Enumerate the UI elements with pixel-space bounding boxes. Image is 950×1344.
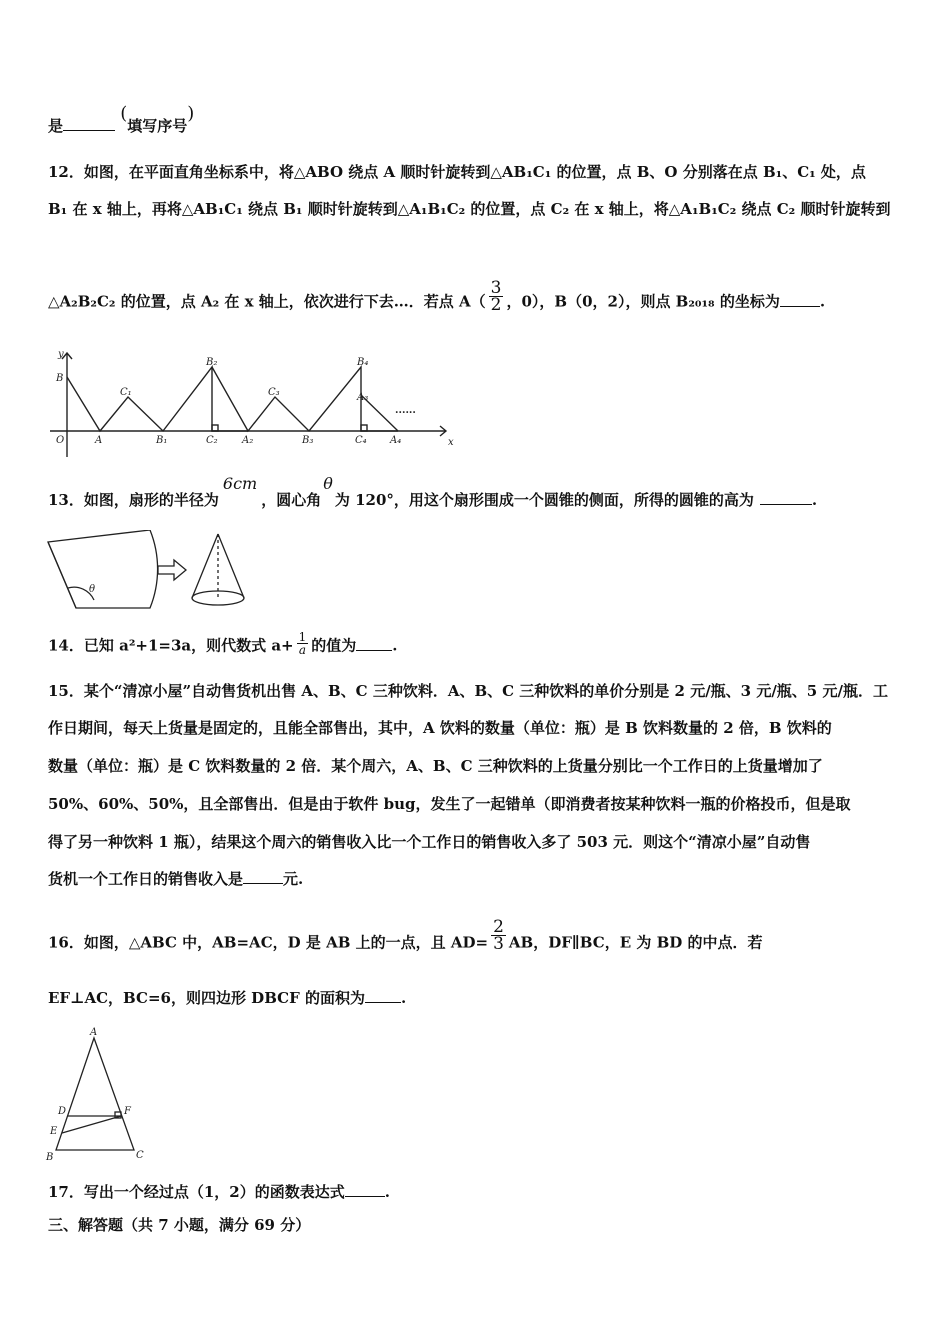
paren-open: ( [120, 103, 128, 124]
arrow-icon [158, 560, 186, 580]
cone-side-left [192, 534, 218, 598]
label-C4: C₄ [355, 435, 367, 446]
q16-fraction [491, 919, 506, 952]
label-A: A [95, 435, 103, 446]
label-C3: C₃ [268, 387, 280, 398]
q17 [48, 1182, 390, 1202]
q15-line2: 作日期间，每天上货量是固定的，且能全部售出，其中，A 饮料的数量（单位：瓶）是 B 饮料数量的 2 倍，B 饮料的 [48, 719, 832, 737]
sector-edge [48, 542, 76, 608]
q12-line3-a: △A₂B₂C₂ 的位置，点 A₂ 在 x 轴上，依次进行下去…．若点 A（ [48, 292, 486, 311]
q14 [48, 630, 398, 659]
period: . [400, 989, 407, 1007]
frac-num: 2 [493, 917, 504, 937]
q16-prefix: 16．如图，△ABC 中，AB=AC，D 是 AB 上的一点，且 AD= [48, 933, 489, 952]
q12-line2: B₁ 在 x 轴上，再将△AB₁C₁ 绕点 B₁ 顺时针旋转到△A₁B₁C₂ 的位置，点 C₂ 在 x 轴上，将△A₁B₁C₂ 绕点 C₂ 顺时针旋转到 [48, 200, 891, 218]
q15-line3: 数量（单位：瓶）是 C 饮料数量的 2 倍．某个周六，A、B、C 三种饮料的上货量分别比一个工作日的上货量增加了 [48, 757, 823, 775]
section-3-title: 三、解答题（共 7 小题，满分 69 分） [48, 1216, 311, 1234]
paren-close: ) [187, 103, 195, 124]
label-A3: A₃ [357, 392, 369, 403]
q13-theta: θ [323, 474, 333, 493]
label-C1: C₁ [120, 387, 132, 398]
q15-line5: 得了另一种饮料 1 瓶），结果这个周六的销售收入比一个工作日的销售收入多了 503 元．则这个“清凉小屋”自动售 [48, 833, 811, 851]
label-B: B [46, 1152, 54, 1162]
label-B4: B₄ [357, 357, 369, 368]
q12-line1: 12．如图，在平面直角坐标系中，将△ABO 绕点 A 顺时针旋转到△AB₁C₁ 的位置，点 B、O 分别落在点 B₁、C₁ 处，点 [48, 163, 866, 181]
continuation-dots: ...... [395, 405, 416, 416]
answer-blank[interactable] [780, 292, 820, 307]
triangle-abc [56, 1038, 134, 1150]
q17-text: 17．写出一个经过点（1，2）的函数表达式 [48, 1183, 345, 1201]
label-A4: A₄ [390, 435, 402, 446]
q16-line2 [48, 988, 406, 1008]
figure-16-triangle [44, 1026, 154, 1162]
q12-line3-b: ，0），B（0，2），则点 B₂₀₁₈ 的坐标为 [506, 292, 780, 311]
q15-line6 [48, 869, 303, 889]
label-theta: θ [89, 584, 96, 595]
path-1 [67, 367, 248, 431]
q14-suffix: 的值为 [311, 636, 357, 655]
label-B2: B₂ [206, 357, 218, 368]
cone-base [192, 591, 244, 605]
q15-line4: 50%、60%、50%，且全部售出．但是由于软件 bug，发生了一起错单（即消费者按某种饮料一瓶的价格投币，但是取 [48, 795, 851, 813]
label-B: B [56, 373, 64, 384]
label-E: E [50, 1126, 58, 1137]
fill-hint: 填写序号 [127, 117, 188, 135]
right-angle-c2 [212, 425, 218, 431]
q15-line6-b: 元. [283, 870, 304, 888]
frac-den: a [298, 643, 307, 657]
q16-line2-a: EF⊥AC，BC=6，则四边形 DBCF 的面积为 [48, 989, 365, 1007]
path-2 [212, 367, 398, 431]
answer-blank[interactable] [365, 988, 401, 1003]
q13-prefix: 13．如图，扇形的半径为 [48, 491, 219, 509]
q12-fraction [489, 280, 504, 313]
period: . [384, 1183, 390, 1201]
q15-line6-a: 货机一个工作日的销售收入是 [48, 870, 244, 888]
label-F: F [124, 1106, 131, 1117]
label-D: D [58, 1106, 67, 1117]
label-origin: O [56, 435, 65, 446]
frac-den: 2 [490, 295, 502, 315]
figure-12-rotation-diagram [48, 347, 460, 459]
label-B1: B₁ [156, 435, 168, 446]
q13-mid: ，圆心角 [261, 491, 322, 509]
period: . [819, 292, 826, 311]
label-C: C [136, 1150, 144, 1161]
answer-blank[interactable] [345, 1182, 385, 1197]
q15-line1: 15．某个“清凉小屋”自动售货机出售 A、B、C 三种饮料．A、B、C 三种饮料的单价分别是 2 元/瓶、3 元/瓶、5 元/瓶．工 [48, 682, 888, 700]
sector [48, 530, 158, 608]
answer-blank[interactable] [63, 116, 115, 131]
right-angle-c4 [361, 425, 367, 431]
label-A2: A₂ [242, 435, 254, 446]
label-y: y [58, 349, 64, 360]
q14-prefix: 14．已知 a²+1=3a，则代数式 a+ [48, 636, 294, 655]
figure-13-sector-cone [46, 530, 252, 612]
label-x: x [448, 437, 454, 448]
q16-line1 [48, 917, 763, 960]
q16-suffix: AB，DF∥BC，E 为 BD 的中点．若 [508, 933, 763, 952]
label-A: A [90, 1027, 98, 1038]
q13 [48, 474, 818, 510]
frac-den: 3 [493, 934, 504, 954]
q12-line3 [48, 278, 826, 319]
q13-radius: 6cm [222, 474, 258, 493]
label-B3: B₃ [302, 435, 314, 446]
frac-num: 1 [298, 630, 307, 644]
period: . [392, 636, 398, 655]
q11-tail [48, 103, 195, 136]
q14-fraction [297, 631, 309, 656]
answer-blank[interactable] [356, 636, 392, 651]
segment-ef [62, 1116, 121, 1133]
answer-blank[interactable] [243, 869, 283, 884]
q13-suffix: 为 120°，用这个扇形围成一个圆锥的侧面，所得的圆锥的高为 [334, 491, 754, 509]
q11-prefix: 是 [48, 117, 64, 135]
label-C2: C₂ [206, 435, 218, 446]
cone-side-right [218, 534, 244, 598]
frac-num: 3 [490, 278, 502, 298]
answer-blank[interactable] [760, 490, 812, 505]
period: . [811, 491, 818, 509]
